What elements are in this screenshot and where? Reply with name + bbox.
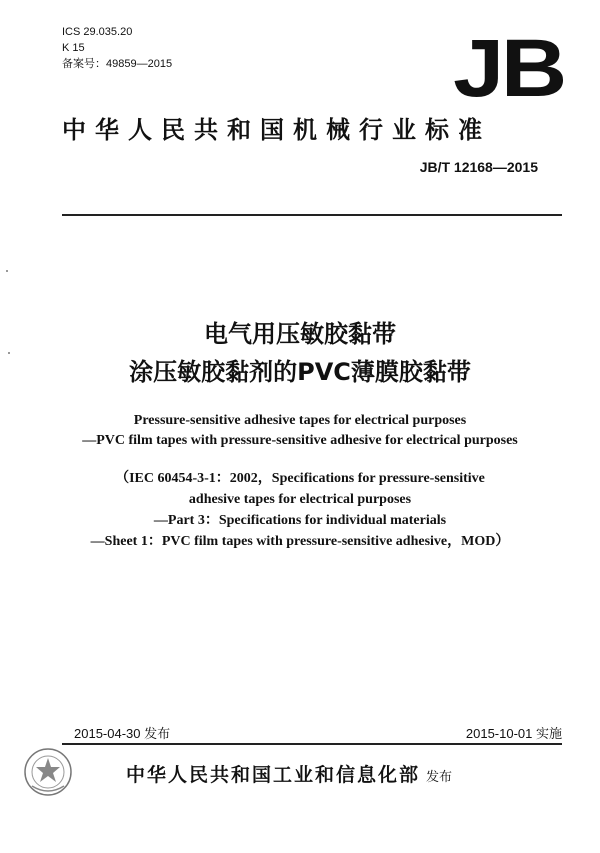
- bottom-divider: [62, 743, 562, 745]
- iec-ref-line2: adhesive tapes for electrical purposes: [188, 492, 412, 507]
- issuer-suffix: 发布: [426, 770, 453, 785]
- issuing-department: [126, 760, 452, 787]
- issuer-name: 中华人民共和国工业和信息化部: [126, 764, 421, 786]
- jb-logo: JB: [453, 23, 564, 114]
- classification-code: K 15: [62, 42, 85, 54]
- iec-ref-line3: —Part 3：Specifications for individual materials: [153, 513, 447, 528]
- issue-date: 2015-04-30 发布: [74, 726, 171, 741]
- cn-title-line2: 涂压敏胶黏剂的PVC薄膜胶黏带: [129, 358, 471, 386]
- top-divider: [62, 214, 562, 216]
- national-emblem-seal: [22, 746, 74, 798]
- en-title-line2: —PVC film tapes with pressure-sensitive adhesive for electrical purposes: [82, 433, 518, 448]
- iec-ref-line1: （IEC 60454-3-1：2002，Specifications for pressure-sensitive: [115, 471, 485, 486]
- standard-type-heading: 中华人民共和国机械行业标准: [62, 116, 491, 144]
- iec-ref-line4: —Sheet 1：PVC film tapes with pressure-sensitive adhesive，MOD）: [90, 534, 510, 549]
- implementation-date: 2015-10-01 实施: [465, 726, 562, 741]
- en-title-line1: Pressure-sensitive adhesive tapes for electrical purposes: [133, 413, 467, 428]
- scan-speck: [6, 270, 8, 272]
- standard-number: JB/T 12168—2015: [419, 159, 538, 175]
- ics-code: ICS 29.035.20: [62, 26, 133, 38]
- filing-number: 备案号：49859—2015: [62, 58, 173, 70]
- cn-title-line1: 电气用压敏胶黏带: [204, 320, 396, 348]
